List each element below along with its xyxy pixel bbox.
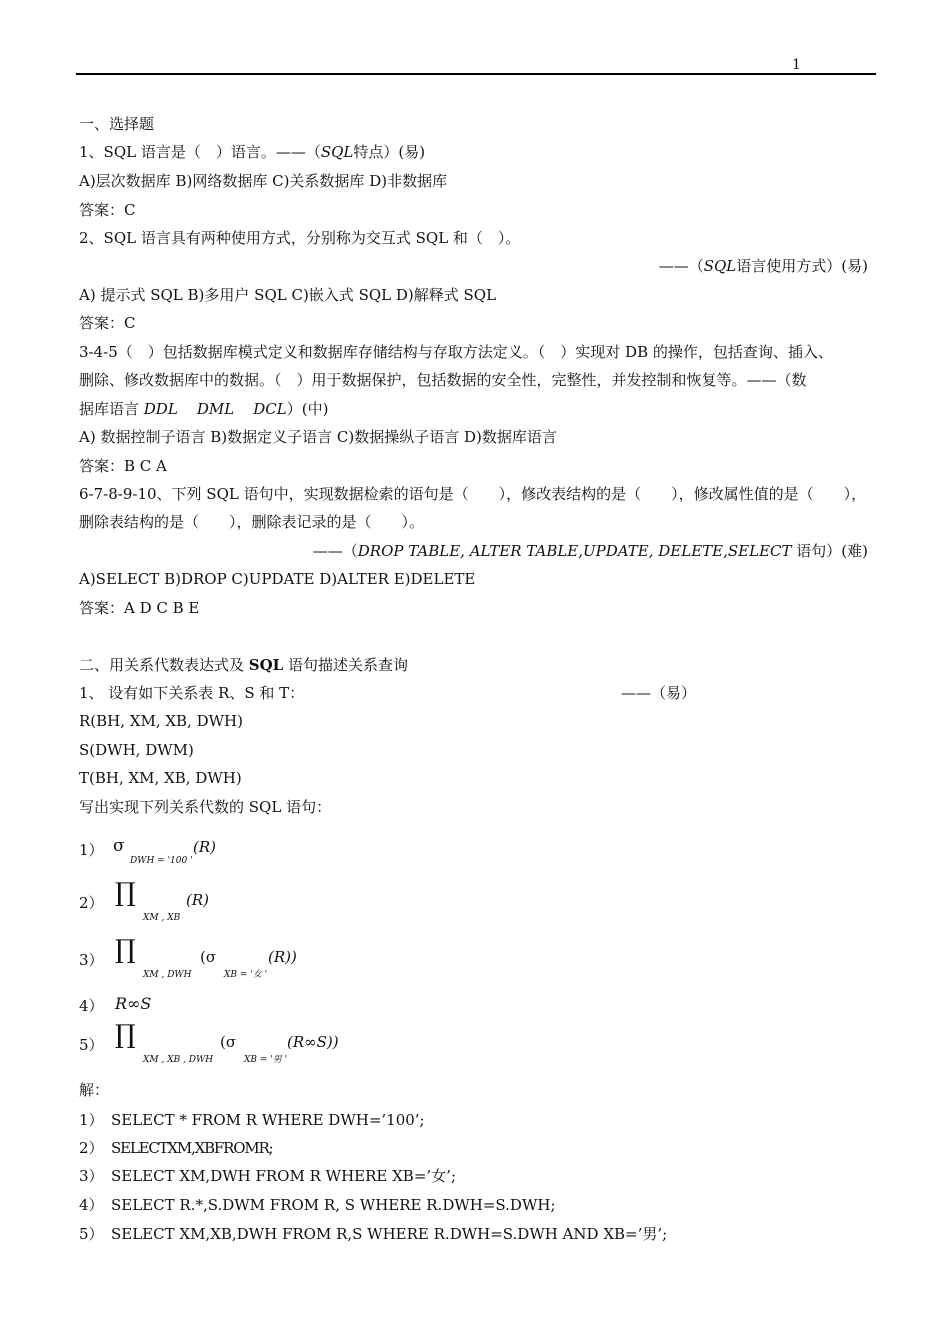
expr5-argument: (R∞S)): [287, 1033, 339, 1051]
s2-q1-tag: ——（易）: [621, 684, 697, 702]
schema-r: R(BH, XM, XB, DWH): [79, 712, 243, 730]
q3-line3-it: DDL DML DCL: [143, 400, 287, 418]
q3-answer: 答案：B C A: [79, 457, 167, 475]
q1-answer: 答案：C: [79, 201, 136, 219]
expr3-argument: (R)): [268, 948, 297, 966]
q4-options: A)SELECT B)DROP C)UPDATE D)ALTER E)DELETE: [79, 570, 476, 588]
header-rule: [76, 73, 876, 75]
solution-sql: SELECT * FROM R WHERE DWH=’100’;: [111, 1111, 425, 1129]
expr4-join: R∞S: [115, 994, 152, 1013]
expr2-subscript: XM , XB: [143, 913, 181, 923]
solution-number: 3）: [79, 1167, 104, 1185]
q4-line1: 6-7-8-9-10、下列 SQL 语句中，实现数据检索的语句是（ ），修改表结构的是（ ），修改属性值的是（ ），: [79, 485, 867, 503]
q4-line2: 删除表结构的是（ ），删除表记录的是（ ）。: [79, 513, 425, 531]
solution-number: 5）: [79, 1225, 104, 1243]
expr1-subscript: DWH = '100 ': [130, 856, 193, 866]
solution-sql: SELECT XM,XB,DWH FROM R,S WHERE R.DWH=S.DWH AND XB=’男’;: [111, 1225, 668, 1243]
q4-tag-it: DROP TABLE, ALTER TABLE,UPDATE, DELETE,SELECT: [357, 542, 792, 560]
expr3-label: 3）: [79, 951, 104, 969]
solution-sql: SELECT R.*,S.DWM FROM R, S WHERE R.DWH=S.DWH;: [111, 1196, 556, 1214]
solution-number: 4）: [79, 1196, 104, 1214]
q3-line1: 3-4-5（ ）包括数据库模式定义和数据库存储结构与存取方法定义。（ ）实现对 DB 的操作，包括查询、插入、: [79, 343, 833, 361]
q3-line3-b: ）(中): [286, 400, 329, 418]
q2-tag-it: SQL: [703, 257, 737, 275]
expr3-open-sigma: (σ: [200, 948, 217, 966]
q2-stem: 2、SQL 语言具有两种使用方式，分别称为交互式 SQL 和（ ）。: [79, 229, 521, 247]
q4-answer: 答案：A D C B E: [79, 599, 200, 617]
s2-q1-stem: 1、 设有如下关系表 R、S 和 T：: [79, 684, 305, 702]
q2-tag-b: 语言使用方式）(易): [736, 257, 868, 275]
section2-title-b: 语句描述关系查询: [283, 656, 409, 674]
q3-line2: 删除、修改数据库中的数据。（ ）用于数据保护，包括数据的安全性，完整性，并发控制和恢复等。——（数: [79, 371, 807, 389]
q3-line3-a: 据库语言: [79, 400, 144, 418]
solution-label: 解：: [79, 1081, 110, 1099]
expr5-label: 5）: [79, 1036, 104, 1054]
q1-stem-it: SQL: [320, 143, 354, 161]
q1-stem-b: 特点）(易): [353, 143, 426, 161]
expr5-open-sigma: (σ: [220, 1033, 237, 1051]
solution-number: 2）: [79, 1139, 104, 1157]
page-number: 1: [792, 57, 801, 73]
expr5-subscript: XM , XB , DWH: [143, 1055, 214, 1065]
section1-title: 一、选择题: [79, 115, 155, 133]
projection-symbol: ∏: [115, 878, 136, 908]
projection-symbol: ∏: [115, 1020, 136, 1050]
expr5-condition: XB = '男 ': [244, 1055, 288, 1065]
instruction: 写出实现下列关系代数的 SQL 语句：: [79, 798, 332, 816]
section2-title: [79, 655, 408, 675]
expr2-label: 2）: [79, 894, 104, 912]
expr1-argument: (R): [193, 838, 216, 856]
q1-stem: [79, 142, 425, 162]
q4-tag-a: ——（: [312, 542, 358, 560]
section2-title-bold: SQL: [248, 656, 284, 674]
q1-stem-a: 1、SQL 语言是（ ）语言。——（: [79, 143, 321, 161]
projection-symbol: ∏: [115, 935, 136, 965]
schema-t: T(BH, XM, XB, DWH): [79, 769, 242, 787]
solution-sql: SELECTXM,XBFROMR;: [111, 1139, 273, 1157]
q4-tag: [313, 541, 868, 561]
expr3-subscript: XM , DWH: [143, 970, 192, 980]
expr4-label: 4）: [79, 997, 104, 1015]
q3-options: A) 数据控制子语言 B)数据定义子语言 C)数据操纵子语言 D)数据库语言: [79, 428, 557, 446]
expr2-argument: (R): [186, 891, 209, 909]
expr1-label: 1）: [79, 841, 104, 859]
q4-tag-b: 语句）(难): [791, 542, 868, 560]
q2-answer: 答案：C: [79, 314, 136, 332]
sigma-symbol: σ: [113, 836, 125, 856]
solution-number: 1）: [79, 1111, 104, 1129]
q2-tag: [659, 256, 868, 276]
q3-line3: [79, 399, 328, 419]
schema-s: S(DWH, DWM): [79, 741, 194, 759]
expr3-condition: XB = '女 ': [224, 970, 268, 980]
q1-options: A)层次数据库 B)网络数据库 C)关系数据库 D)非数据库: [79, 172, 448, 190]
q2-options: A) 提示式 SQL B)多用户 SQL C)嵌入式 SQL D)解释式 SQL: [79, 286, 497, 304]
solution-sql: SELECT XM,DWH FROM R WHERE XB=’女’;: [111, 1167, 456, 1185]
section2-title-a: 二、用关系代数表达式及: [79, 656, 249, 674]
q2-tag-a: ——（: [658, 257, 704, 275]
